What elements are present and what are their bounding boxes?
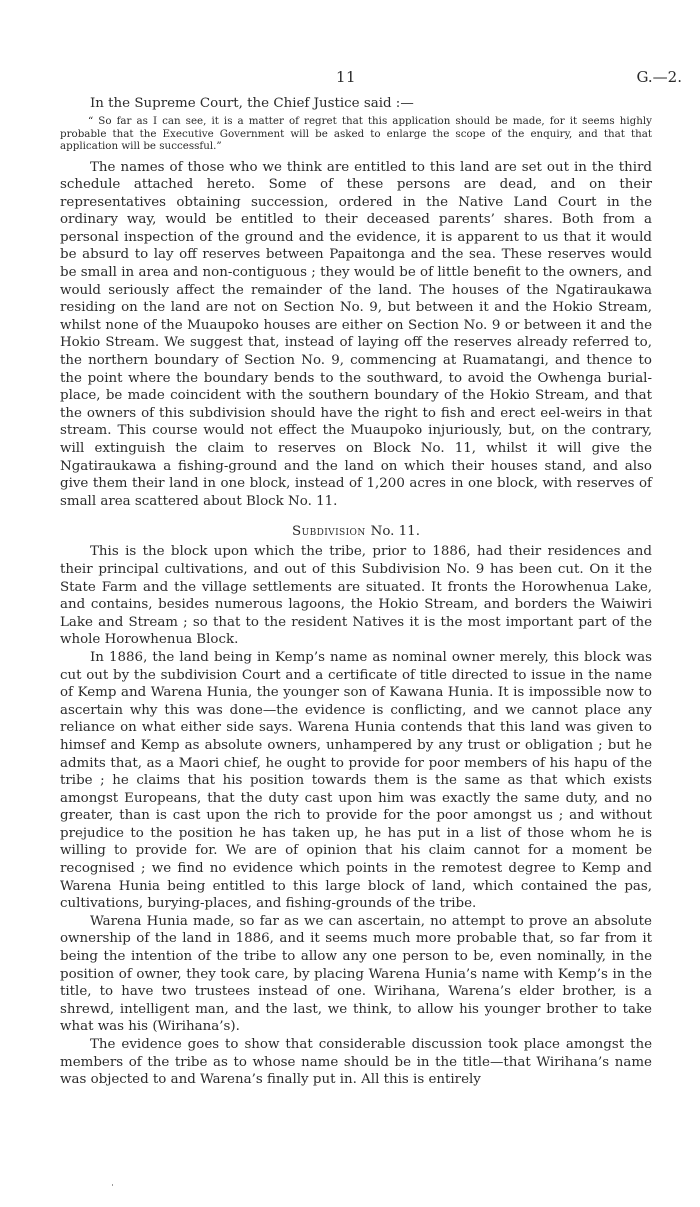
page-number: 11 xyxy=(336,68,357,86)
stray-mark xyxy=(112,1184,113,1186)
paragraph: In 1886, the land being in Kemp’s name as nominal owner merely, this block was cut out by the subdivision Court and a certificate of title directed to issue in the name of Kemp and Warena Hunia, the younger son of Kawana Hunia. It is impossible now to ascertain why this was done—the evidence is conflicting, and we cannot place any reliance on what either side says. Warena Hunia contends that this land was given to himsef and Kemp as absolute owners, unhampered by any trust or obligation ; but he admits that, as a Maori chief, he ought to provide for poor members of his hapu of the tribe ; he claims that his position towards them is the same as that which exists amongst Europeans, that the duty cast upon him was exactly the same duty, and no greater, than is cast upon the rich to provide for the poor amongst us ; and without prejudice to the position he has taken up, he has put in a list of those whom he is willing to provide for. We are of opinion that his claim cannot for a moment be recognised ; we find no evidence which points in the remotest degree to Kemp and Warena Hunia being entitled to this large block of land, which contained the pas, cultivations, burying-places, and fishing-grounds of the tribe. xyxy=(60,649,652,912)
intro-line: In the Supreme Court, the Chief Justice said :— xyxy=(90,96,414,111)
document-reference: G.—2. xyxy=(636,68,682,86)
section-heading-word: Subdivision xyxy=(292,524,366,540)
paragraph: This is the block upon which the tribe, prior to 1886, had their residences and their principal cultivations, and out of this Subdivision No. 9 has been cut. On it the State Farm and the village settlements are situated. It fronts the Horowhenua Lake, and contains, besides numerous lagoons, the Hokio Stream, and borders the Waiwiri Lake and Stream ; so that to the resident Natives it is the most important part of the whole Horowhenua Block. xyxy=(60,544,652,648)
block-quote: “ So far as I can see, it is a matter of regret that this application should be made, for it seems highly probable that the Executive Government will be asked to enlarge the scope of the enquiry, and that that application will be successful.” xyxy=(60,115,652,152)
section-heading xyxy=(60,523,652,540)
paragraph: The names of those who we think are entitled to this land are set out in the third schedule attached hereto. Some of these persons are dead, and on their representatives obtaining succession, ordered in the Native Land Court in the ordinary way, would be entitled to their deceased parents’ shares. Both from a personal inspection of the ground and the evidence, it is apparent to us that it would be absurd to lay off reserves between Papaitonga and the sea. These reserves would be small in area and non-contiguous ; they would be of little benefit to the owners, and would seriously affect the remainder of the land. The houses of the Ngatiraukawa residing on the land are not on Section No. 9, but between it and the Hokio Stream, whilst none of the Muaupoko houses are either on Section No. 9 or between it and the Hokio Stream. We suggest that, instead of laying off the reserves already referred to, the northern boundary of Section No. 9, commencing at Ruamatangi, and thence to the point where the boundary bends to the southward, to avoid the Owhenga burial-place, be made coincident with the southern boundary of the Hokio Stream, and that the owners of this subdivision should have the right to fish and erect eel-weirs in that stream. This course would not effect the Muaupoko injuriously, but, on the contrary, will extinguish the claim to reserves on Block No. 11, whilst it will give the Ngatiraukawa a fishing-ground and the land on which their houses stand, and also give them their land in one block, instead of 1,200 acres in one block, with reserves of small area scattered about Block No. 11. xyxy=(60,159,652,509)
paragraph: Warena Hunia made, so far as we can ascertain, no attempt to prove an absolute ownership of the land in 1886, and it seems much more probable that, so far from it being the intention of the tribe to allow any one person to be, even nominally, in the position of owner, they took care, by placing Warena Hunia’s name with Kemp’s in the title, to have two trustees instead of one. Wirihana, Warena’s elder brother, is a shrewd, intelligent man, and the last, we think, to allow his younger brother to take what was his (Wirihana’s). xyxy=(60,913,652,1035)
section-heading-number: No. 11. xyxy=(370,524,420,540)
paragraph: The evidence goes to show that considerable discussion took place amongst the members of the tribe as to whose name should be in the title—that Wirihana’s name was objected to and Warena’s finally put in. All this is entirely xyxy=(60,1037,652,1088)
